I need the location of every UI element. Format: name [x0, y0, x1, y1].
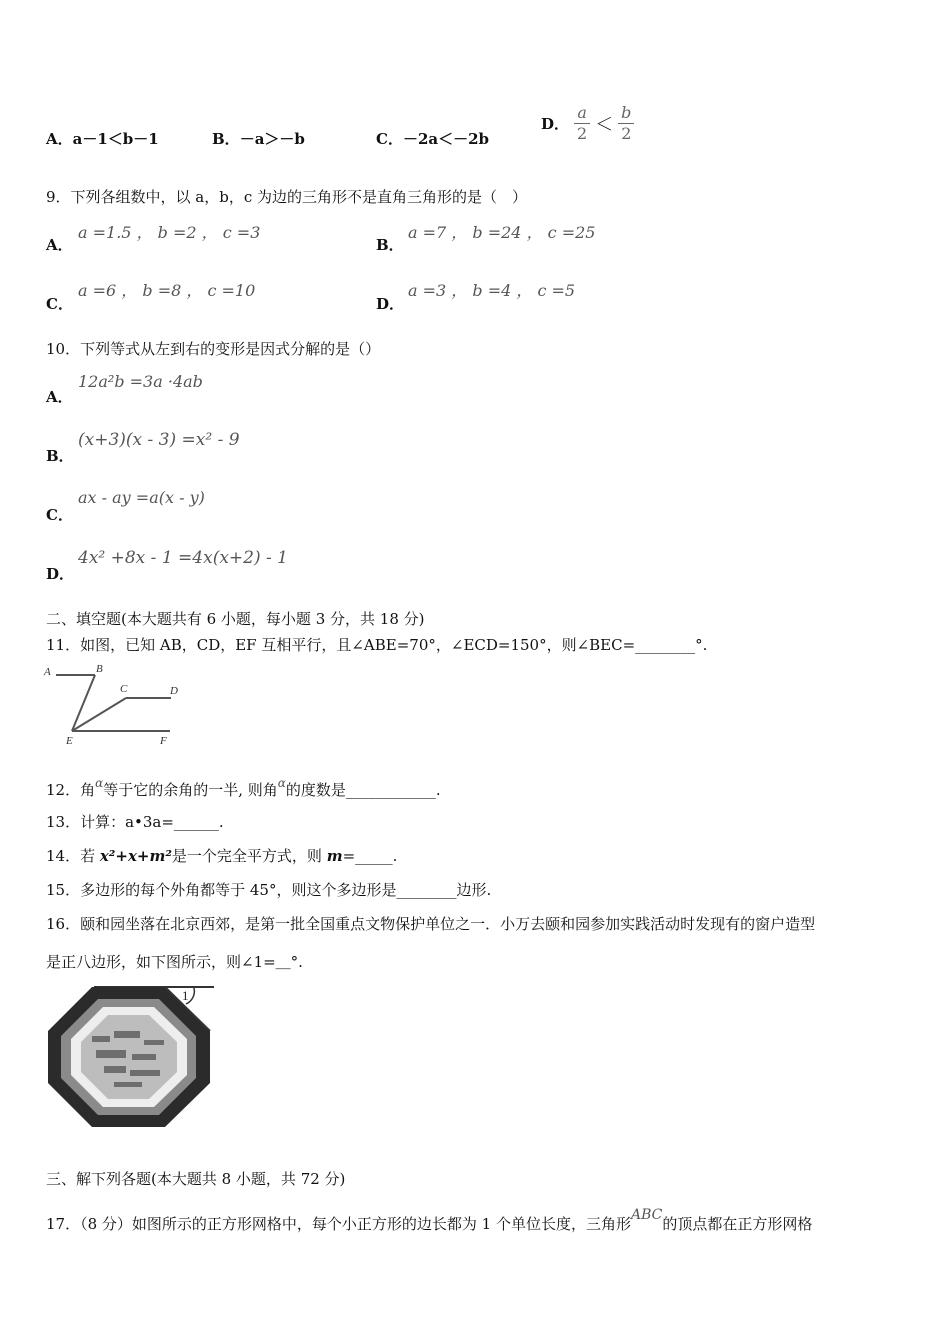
option-text: －2a＜－2b [402, 130, 490, 148]
section2-title: 二、填空题(本大题共有 6 小题，每小题 3 分，共 18 分) [46, 610, 425, 628]
option-label: C． [376, 130, 403, 148]
q12-post: 的度数是____________. [285, 781, 441, 799]
q8-option-d [541, 104, 634, 143]
q8-option-a [46, 128, 159, 149]
q10-option-a-label: A． [46, 388, 73, 406]
line-be [72, 675, 95, 731]
q17-post: 的顶点都在正方形网格 [662, 1215, 813, 1233]
less-than-sign: ＜ [595, 114, 614, 136]
q9-option-b-label: B． [376, 236, 404, 254]
q10-option-d-label: D． [46, 565, 75, 583]
q10-option-b-math: (x+3)(x - 3) =x² - 9 [78, 430, 240, 450]
q11-stem: 11．如图，已知 AB，CD，EF 互相平行，且∠ABE=70°，∠ECD=150°，则∠BEC=________°. [46, 636, 708, 654]
q10-option-c-label: C． [46, 506, 73, 524]
pattern-block [114, 1082, 142, 1087]
alpha-symbol: α [277, 776, 286, 790]
q8-option-b [212, 128, 305, 149]
label-f: F [160, 735, 167, 747]
label-a: A [44, 666, 51, 678]
q9-option-d-label: D． [376, 295, 405, 313]
label-d: D [170, 685, 178, 697]
q9-stem: 9．下列各组数中，以 a，b，c 为边的三角形不是直角三角形的是（ ） [46, 188, 528, 206]
q10-option-b-label: B． [46, 447, 74, 465]
q16-line1: 16．颐和园坐落在北京西郊，是第一批全国重点文物保护单位之一．小万去颐和园参加实践活动时发现有的窗户造型 [46, 915, 816, 933]
numerator: a [577, 103, 587, 122]
denominator: 2 [621, 124, 632, 143]
q14-pre: 14．若 [46, 847, 100, 865]
q9-option-a-label: A． [46, 236, 73, 254]
fraction-b-over-2 [618, 104, 634, 143]
label-b: B [96, 663, 103, 675]
q12-pre: 12．角 [46, 781, 96, 799]
option-text: －a＞－b [239, 130, 305, 148]
label-e: E [66, 735, 73, 747]
option-label: D． [541, 115, 570, 133]
q9-option-d-math: a =3 ， b =4 ， c =5 [408, 281, 576, 300]
section3-title: 三、解下列各题(本大题共 8 小题，共 72 分) [46, 1170, 346, 1188]
q14-m: m [326, 847, 343, 865]
q13-text: 13．计算：a•3a=______. [46, 813, 224, 831]
q10-option-c-math: ax - ay =a(x - y) [78, 488, 205, 507]
q12-text [46, 776, 441, 800]
denominator: 2 [577, 124, 588, 143]
q17-text [46, 1207, 812, 1234]
pattern-block [104, 1066, 126, 1073]
fraction-a-over-2 [574, 104, 590, 143]
q17-pre: 17．（8 分）如图所示的正方形网格中，每个小正方形的边长都为 1 个单位长度，三角形 [46, 1215, 631, 1233]
q9-option-c-math: a =6 ， b =8 ， c =10 [78, 281, 256, 300]
option-label: B． [212, 130, 240, 148]
numerator: b [621, 103, 632, 122]
pattern-block [144, 1040, 164, 1045]
pattern-block [114, 1031, 140, 1038]
q15-text: 15．多边形的每个外角都等于 45°，则这个多边形是________边形. [46, 881, 492, 899]
line-ec [72, 698, 126, 731]
q9-option-b-math: a =7 ， b =24 ， c =25 [408, 223, 596, 242]
option-label: A． [46, 130, 73, 148]
triangle-abc-label: ABC [630, 1207, 663, 1223]
pattern-block [130, 1070, 160, 1076]
q14-post: =_____. [342, 847, 398, 865]
q9-option-c-label: C． [46, 295, 73, 313]
option-text: a－1＜b－1 [72, 130, 159, 148]
octagon-window-figure [44, 984, 216, 1130]
q10-option-d-math: 4x² +8x - 1 =4x(x+2) - 1 [78, 548, 288, 568]
alpha-symbol: α [95, 776, 104, 790]
label-c: C [120, 683, 128, 695]
q14-text [46, 845, 397, 866]
q10-option-a-math: 12a²b =3a ·4ab [78, 372, 203, 391]
q11-figure [40, 660, 190, 748]
q9-option-a-math: a =1.5 ， b =2 ， c =3 [78, 223, 261, 242]
angle-1-label: 1 [182, 988, 189, 1003]
pattern-block [132, 1054, 156, 1060]
pattern-block [92, 1036, 110, 1042]
q10-stem: 10．下列等式从左到右的变形是因式分解的是（） [46, 340, 381, 358]
q14-mid: 是一个完全平方式，则 [171, 847, 327, 865]
q14-expression: x²+x+m² [99, 847, 172, 865]
q16-line2: 是正八边形，如下图所示，则∠1=＿°. [46, 953, 303, 971]
pattern-block [96, 1050, 126, 1058]
q8-option-c [376, 128, 489, 149]
q12-mid: 等于它的余角的一半, 则角 [103, 781, 278, 799]
